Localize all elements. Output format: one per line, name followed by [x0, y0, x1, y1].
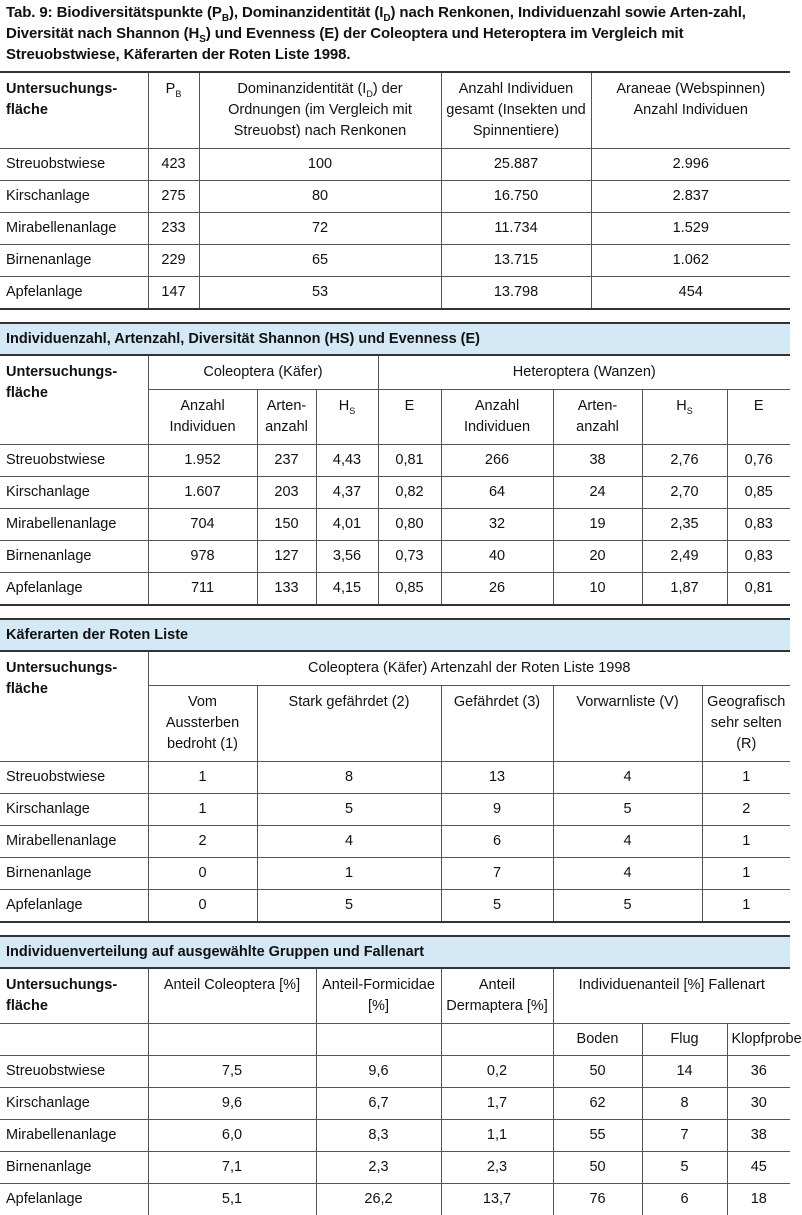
t4-title: Individuenverteilung auf ausgewählte Gruppen und Fallenart	[0, 936, 790, 968]
table-caption	[0, 0, 790, 71]
cell: 11.734	[441, 213, 591, 245]
cell: 7,5	[148, 1056, 316, 1088]
cell: 0,73	[378, 541, 441, 573]
t4-derm-header: Anteil Dermaptera [%]	[441, 968, 553, 1024]
cell: 704	[148, 509, 257, 541]
cell: 62	[553, 1088, 642, 1120]
row-label: Kirschanlage	[0, 477, 148, 509]
cell: 1,87	[642, 573, 727, 606]
cell: 7,1	[148, 1152, 316, 1184]
cell: 0,80	[378, 509, 441, 541]
cell: 24	[553, 477, 642, 509]
table-row	[0, 1056, 790, 1088]
caption-part: Tab. 9: Biodiversitätspunkte (P	[6, 4, 222, 21]
t1-pb-header	[148, 72, 199, 149]
table-row	[0, 890, 790, 923]
cell: 72	[199, 213, 441, 245]
cell: 13,7	[441, 1184, 553, 1215]
cell: 1	[702, 826, 790, 858]
cell: 5	[257, 794, 441, 826]
row-label: Birnenanlage	[0, 1152, 148, 1184]
cell: 4	[553, 762, 702, 794]
cell: 20	[553, 541, 642, 573]
t3-header-row-1	[0, 651, 790, 686]
cell: 1.607	[148, 477, 257, 509]
table-row	[0, 1152, 790, 1184]
cell: 5	[441, 890, 553, 923]
cell: 9	[441, 794, 553, 826]
cell: 7	[642, 1120, 727, 1152]
cell: 1	[257, 858, 441, 890]
cell: 55	[553, 1120, 642, 1152]
spacer	[0, 605, 790, 619]
row-label: Apfelanlage	[0, 277, 148, 310]
cell: 7	[441, 858, 553, 890]
caption-part: ) und Evenness (E) der Coleoptera und Heteroptera im Vergleich mit Streuobstwiese, Käferarten der Roten Liste 1998.	[6, 25, 684, 63]
table-row	[0, 213, 790, 245]
spacer-cell	[0, 605, 790, 619]
cell: 2.996	[591, 149, 790, 181]
t2-het-art: Arten-anzahl	[553, 390, 642, 445]
t2-col-e: E	[378, 390, 441, 445]
t2-het-hs	[642, 390, 727, 445]
cell: 0,2	[441, 1056, 553, 1088]
t4-header-row-1	[0, 968, 790, 1024]
cell: 2,3	[316, 1152, 441, 1184]
cell: 1.529	[591, 213, 790, 245]
table-row	[0, 762, 790, 794]
cell: 978	[148, 541, 257, 573]
row-label: Birnenanlage	[0, 858, 148, 890]
cell: 1,7	[441, 1088, 553, 1120]
spacer	[0, 922, 790, 936]
cell: 0,83	[727, 509, 790, 541]
cell: 1,1	[441, 1120, 553, 1152]
empty-cell	[316, 1024, 441, 1056]
caption-part: ) nach Renkonen, Individuenzahl sowie Arten-zahl, Diversität nach Shannon (H	[6, 4, 746, 42]
dom-b: ) der Ordnungen (im Vergleich mit Streuobst) nach Renkonen	[228, 81, 412, 139]
row-label: Mirabellenanlage	[0, 509, 148, 541]
table-row	[0, 477, 790, 509]
cell: 10	[553, 573, 642, 606]
cell: 1.952	[148, 445, 257, 477]
cell: 32	[441, 509, 553, 541]
cell: 65	[199, 245, 441, 277]
cell: 1	[702, 890, 790, 923]
cell: 40	[441, 541, 553, 573]
cell: 13.715	[441, 245, 591, 277]
table-row	[0, 149, 790, 181]
cell: 45	[727, 1152, 790, 1184]
cell: 275	[148, 181, 199, 213]
cell: 2	[702, 794, 790, 826]
row-label: Mirabellenanlage	[0, 1120, 148, 1152]
cell: 14	[642, 1056, 727, 1088]
cell: 4	[553, 826, 702, 858]
cell: 2,76	[642, 445, 727, 477]
cell: 50	[553, 1056, 642, 1088]
cell: 53	[199, 277, 441, 310]
cell: 38	[727, 1120, 790, 1152]
spacer-cell	[0, 309, 790, 323]
cell: 4,37	[316, 477, 378, 509]
dom-sub: D	[366, 89, 373, 99]
t3-span-header: Coleoptera (Käfer) Artenzahl der Roten Liste 1998	[148, 651, 790, 686]
t4-area-header: Untersuchungs-fläche	[0, 968, 148, 1024]
t4-col-header: Anteil Coleoptera [%]	[148, 968, 316, 1024]
cell: 64	[441, 477, 553, 509]
row-label: Streuobstwiese	[0, 1056, 148, 1088]
cell: 1.062	[591, 245, 790, 277]
hs-sub: S	[687, 406, 693, 416]
cell: 0,85	[378, 573, 441, 606]
row-label: Mirabellenanlage	[0, 213, 148, 245]
cell: 8	[642, 1088, 727, 1120]
dom-a: Dominanzidentität (I	[237, 81, 366, 97]
cell: 127	[257, 541, 316, 573]
row-label: Streuobstwiese	[0, 762, 148, 794]
cell: 2,49	[642, 541, 727, 573]
cell: 4,01	[316, 509, 378, 541]
t3-col-header: Gefährdet (3)	[441, 686, 553, 762]
cell: 6	[642, 1184, 727, 1215]
row-label: Kirschanlage	[0, 794, 148, 826]
empty-cell	[0, 1024, 148, 1056]
t1-dom-header	[199, 72, 441, 149]
cell: 100	[199, 149, 441, 181]
cell: 147	[148, 277, 199, 310]
t2-col-art: Arten-anzahl	[257, 390, 316, 445]
cell: 0	[148, 890, 257, 923]
spacer-cell	[0, 922, 790, 936]
table-row	[0, 1184, 790, 1215]
cell: 5	[553, 890, 702, 923]
cell: 50	[553, 1152, 642, 1184]
cell: 454	[591, 277, 790, 310]
table-row	[0, 445, 790, 477]
cell: 4	[553, 858, 702, 890]
cell: 133	[257, 573, 316, 606]
cell: 38	[553, 445, 642, 477]
row-label: Kirschanlage	[0, 181, 148, 213]
cell: 13.798	[441, 277, 591, 310]
cell: 2,3	[441, 1152, 553, 1184]
cell: 5	[553, 794, 702, 826]
t3-col-header: Vorwarnliste (V)	[553, 686, 702, 762]
cell: 5,1	[148, 1184, 316, 1215]
cell: 203	[257, 477, 316, 509]
t3-col-header: Vom Aussterben bedroht (1)	[148, 686, 257, 762]
t1-area-header: Untersuchungs-fläche	[0, 72, 148, 149]
table-row	[0, 509, 790, 541]
cell: 26	[441, 573, 553, 606]
cell: 76	[553, 1184, 642, 1215]
row-label: Kirschanlage	[0, 1088, 148, 1120]
main-table	[0, 71, 790, 1215]
cell: 18	[727, 1184, 790, 1215]
cell: 4,43	[316, 445, 378, 477]
table-row	[0, 1088, 790, 1120]
cell: 1	[148, 762, 257, 794]
t2-col-ind: Anzahl Individuen	[148, 390, 257, 445]
t2-het-ind: Anzahl Individuen	[441, 390, 553, 445]
t2-section-header	[0, 323, 790, 355]
cell: 0,82	[378, 477, 441, 509]
t2-area-header: Untersuchungs-fläche	[0, 355, 148, 445]
table-row	[0, 245, 790, 277]
pb-sub: B	[175, 89, 181, 99]
cell: 6,0	[148, 1120, 316, 1152]
cell: 5	[257, 890, 441, 923]
cell: 6	[441, 826, 553, 858]
table-row	[0, 541, 790, 573]
cell: 0,81	[727, 573, 790, 606]
cell: 1	[702, 762, 790, 794]
row-label: Mirabellenanlage	[0, 826, 148, 858]
t4-klopf-header: Klopfprobe	[727, 1024, 790, 1056]
t3-col-header: Stark gefährdet (2)	[257, 686, 441, 762]
t3-area-header: Untersuchungs-fläche	[0, 651, 148, 762]
empty-cell	[441, 1024, 553, 1056]
t1-header-row	[0, 72, 790, 149]
cell: 0,81	[378, 445, 441, 477]
t4-form-header: Anteil-Formicidae [%]	[316, 968, 441, 1024]
caption-part: ), Dominanzidentität (I	[229, 4, 383, 21]
cell: 711	[148, 573, 257, 606]
cell: 4	[257, 826, 441, 858]
cell: 150	[257, 509, 316, 541]
row-label: Apfelanlage	[0, 573, 148, 606]
cell: 2,70	[642, 477, 727, 509]
cell: 13	[441, 762, 553, 794]
table-row	[0, 794, 790, 826]
cell: 36	[727, 1056, 790, 1088]
empty-cell	[148, 1024, 316, 1056]
cell: 233	[148, 213, 199, 245]
hs-main: H	[339, 398, 349, 414]
cell: 2,35	[642, 509, 727, 541]
row-label: Streuobstwiese	[0, 445, 148, 477]
table-row	[0, 573, 790, 606]
cell: 3,56	[316, 541, 378, 573]
cell: 0	[148, 858, 257, 890]
t2-header-row-1	[0, 355, 790, 390]
cell: 9,6	[148, 1088, 316, 1120]
cell: 1	[148, 794, 257, 826]
cell: 19	[553, 509, 642, 541]
t2-title: Individuenzahl, Artenzahl, Diversität Shannon (HS) und Evenness (E)	[0, 323, 790, 355]
t3-title: Käferarten der Roten Liste	[0, 619, 790, 651]
t2-col-header: Coleoptera (Käfer)	[148, 355, 378, 390]
cell: 16.750	[441, 181, 591, 213]
t2-het-e: E	[727, 390, 790, 445]
t2-het-header: Heteroptera (Wanzen)	[378, 355, 790, 390]
cell: 229	[148, 245, 199, 277]
t4-fall-header: Individuenanteil [%] Fallenart	[553, 968, 790, 1024]
cell: 423	[148, 149, 199, 181]
cell: 237	[257, 445, 316, 477]
caption-sub: S	[199, 34, 206, 45]
t1-ara-header: Araneae (Webspinnen) Anzahl Individuen	[591, 72, 790, 149]
cell: 8,3	[316, 1120, 441, 1152]
t4-boden-header: Boden	[553, 1024, 642, 1056]
cell: 0,76	[727, 445, 790, 477]
cell: 266	[441, 445, 553, 477]
cell: 0,85	[727, 477, 790, 509]
row-label: Apfelanlage	[0, 1184, 148, 1215]
row-label: Apfelanlage	[0, 890, 148, 923]
cell: 2.837	[591, 181, 790, 213]
cell: 5	[642, 1152, 727, 1184]
cell: 26,2	[316, 1184, 441, 1215]
cell: 2	[148, 826, 257, 858]
hs-sub: S	[349, 406, 355, 416]
cell: 4,15	[316, 573, 378, 606]
t4-section-header	[0, 936, 790, 968]
cell: 8	[257, 762, 441, 794]
row-label: Streuobstwiese	[0, 149, 148, 181]
row-label: Birnenanlage	[0, 245, 148, 277]
cell: 25.887	[441, 149, 591, 181]
t1-ind-header: Anzahl Individuen gesamt (Insekten und Spinnentiere)	[441, 72, 591, 149]
cell: 30	[727, 1088, 790, 1120]
t3-col-header: Geografisch sehr selten (R)	[702, 686, 790, 762]
t2-col-hs	[316, 390, 378, 445]
pb-main: P	[166, 81, 176, 97]
cell: 9,6	[316, 1056, 441, 1088]
spacer	[0, 309, 790, 323]
cell: 0,83	[727, 541, 790, 573]
table-row	[0, 277, 790, 310]
cell: 1	[702, 858, 790, 890]
t4-flug-header: Flug	[642, 1024, 727, 1056]
table-row	[0, 826, 790, 858]
cell: 80	[199, 181, 441, 213]
caption-sub: B	[222, 13, 229, 24]
t4-header-row-2	[0, 1024, 790, 1056]
hs-main: H	[676, 398, 686, 414]
caption-sub: D	[383, 13, 390, 24]
cell: 6,7	[316, 1088, 441, 1120]
table-row	[0, 1120, 790, 1152]
row-label: Birnenanlage	[0, 541, 148, 573]
t3-section-header	[0, 619, 790, 651]
table-row	[0, 181, 790, 213]
table-row	[0, 858, 790, 890]
